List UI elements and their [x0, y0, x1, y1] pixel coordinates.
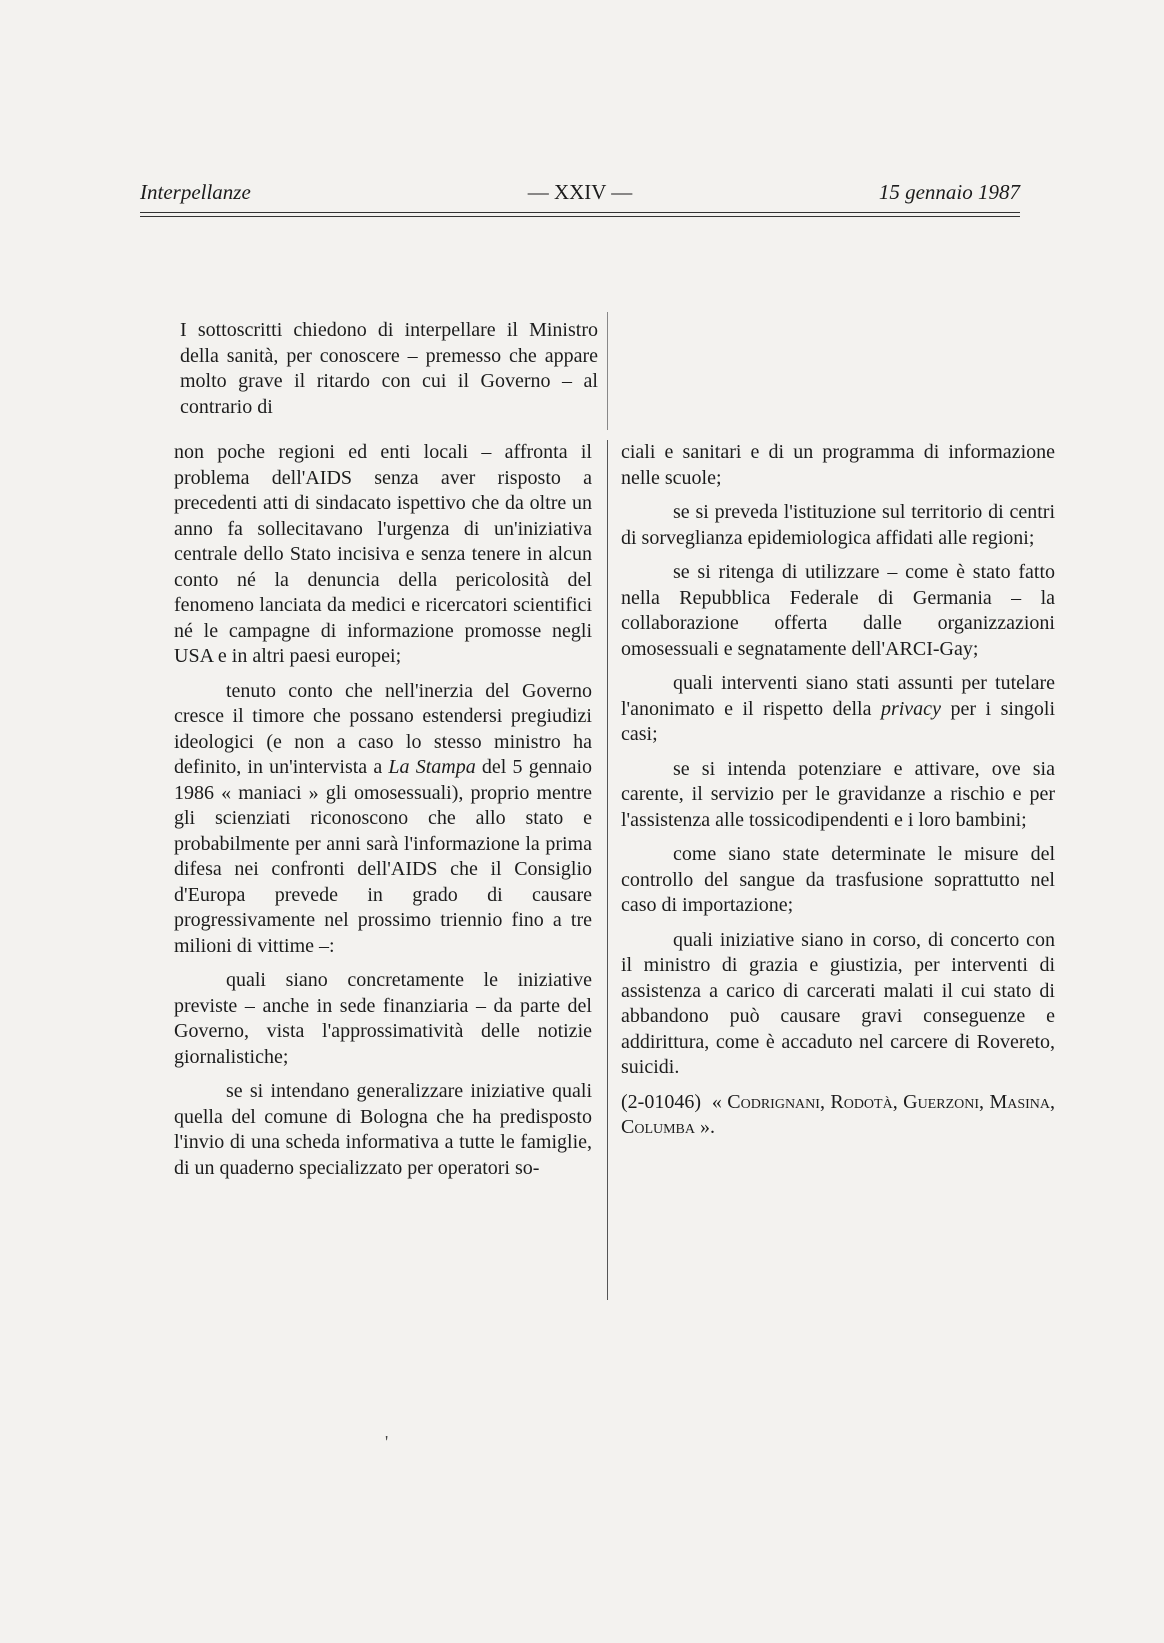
- left-paragraph-2-text: tenuto conto che nell'inerzia del Governo cresce il timore che possano estendersi pregiudizi ideologici (e non a caso lo stesso ministro ha definito, in un'intervista a: [174, 679, 592, 778]
- column-divider: [607, 440, 608, 1300]
- privacy-term: privacy: [880, 697, 941, 720]
- right-paragraph-3: se si ritenga di utilizzare – come è stato fatto nella Repubblica Federale di Germania – la collaborazione offerta dalle organizzazioni omosessuali e segnatamente dell'ARCI-Gay;: [621, 561, 1055, 660]
- page-number: — XXIV —: [527, 180, 633, 204]
- signatories: « Codrignani, Rodotà, Guerzoni, Masina, Columba ».: [621, 1090, 1055, 1138]
- left-column: [174, 440, 592, 1181]
- left-paragraph-1: non poche regioni ed enti locali – affronta il problema dell'AIDS senza aver risposto a precedenti atti di sindacato ispettivo che da oltre un anno fa sollecitavano l'urgenza di un'iniziativa centrale dello Stato incisiva e senza tenere in alcun conto né la denuncia della pericolosità del fenomeno lanciata da medici e ricercatori scientifici né le campagne di informazione promosse negli USA e in altri paesi europei;: [174, 441, 592, 667]
- intro-paragraph: I sottoscritti chiedono di interpellare il Ministro della sanità, per conoscere – premesso che appare molto grave il ritardo con cui il Governo – al contrario di: [180, 319, 598, 418]
- document-code: (2-01046): [621, 1090, 701, 1113]
- left-paragraph-2-rest: del 5 gennaio 1986 « maniaci » gli omosessuali), proprio mentre gli scienziati riconoscono che allo stato e probabilmente per anni sarà l'informazione la prima difesa nei confronti dell'AIDS che il Consiglio d'Europa prevede in grado di causare progressivamente nel prossimo triennio fino a tre milioni di vittime –:: [174, 756, 593, 957]
- right-paragraph-4-rest: per i singoli casi;: [621, 697, 1056, 745]
- header-rule-top: [140, 212, 1020, 213]
- right-paragraph-2: se si preveda l'istituzione sul territorio di centri di sorveglianza epidemiologica affidati alle regioni;: [621, 501, 1055, 549]
- newspaper-title: La Stampa: [388, 756, 476, 778]
- left-paragraph-4: se si intendano generalizzare iniziative quali quella del comune di Bologna che ha predisposto l'invio di una scheda informativa a tutte le famiglie, di un quaderno specializzato per operatori so-: [174, 1080, 592, 1179]
- right-paragraph-6: come siano state determinate le misure del controllo del sangue da trasfusione soprattutto nel caso di importazione;: [621, 843, 1055, 916]
- right-paragraph-4: [621, 671, 1055, 748]
- right-paragraph-7: quali iniziative siano in corso, di concerto con il ministro di grazia e giustizia, per interventi di assistenza a carico di carcerati malati il cui stato di abbandono può causare gravi conseguenze e addirittura, come è accaduto nel carcere di Rovereto, suicidi.: [621, 928, 1055, 1078]
- page-header: [140, 178, 1020, 212]
- right-paragraph-5: se si intenda potenziare e attivare, ove sia carente, il servizio per le gravidanze a rischio e per l'assistenza alle tossicodipendenti e i loro bambini;: [621, 757, 1055, 831]
- intro-paragraph-block: [180, 318, 598, 420]
- column-divider-top: [607, 312, 608, 430]
- stray-ink-mark: ': [385, 1432, 389, 1452]
- right-paragraph-4-text: quali interventi siano stati assunti per tutelare l'anonimato e il rispetto della: [621, 672, 1055, 720]
- right-paragraph-1: ciali e sanitari e di un programma di informazione nelle scuole;: [621, 441, 1055, 489]
- left-paragraph-3: quali siano concretamente le iniziative previste – anche in sede finanziaria – da parte del Governo, vista l'approssimatività delle notizie giornalistiche;: [174, 969, 592, 1068]
- header-rule-bottom: [140, 216, 1020, 217]
- signature-line: [621, 1090, 1055, 1141]
- left-paragraph-2: [174, 679, 592, 960]
- section-title: Interpellanze: [140, 180, 251, 204]
- right-column: [621, 440, 1055, 1141]
- header-date: 15 gennaio 1987: [878, 180, 1020, 204]
